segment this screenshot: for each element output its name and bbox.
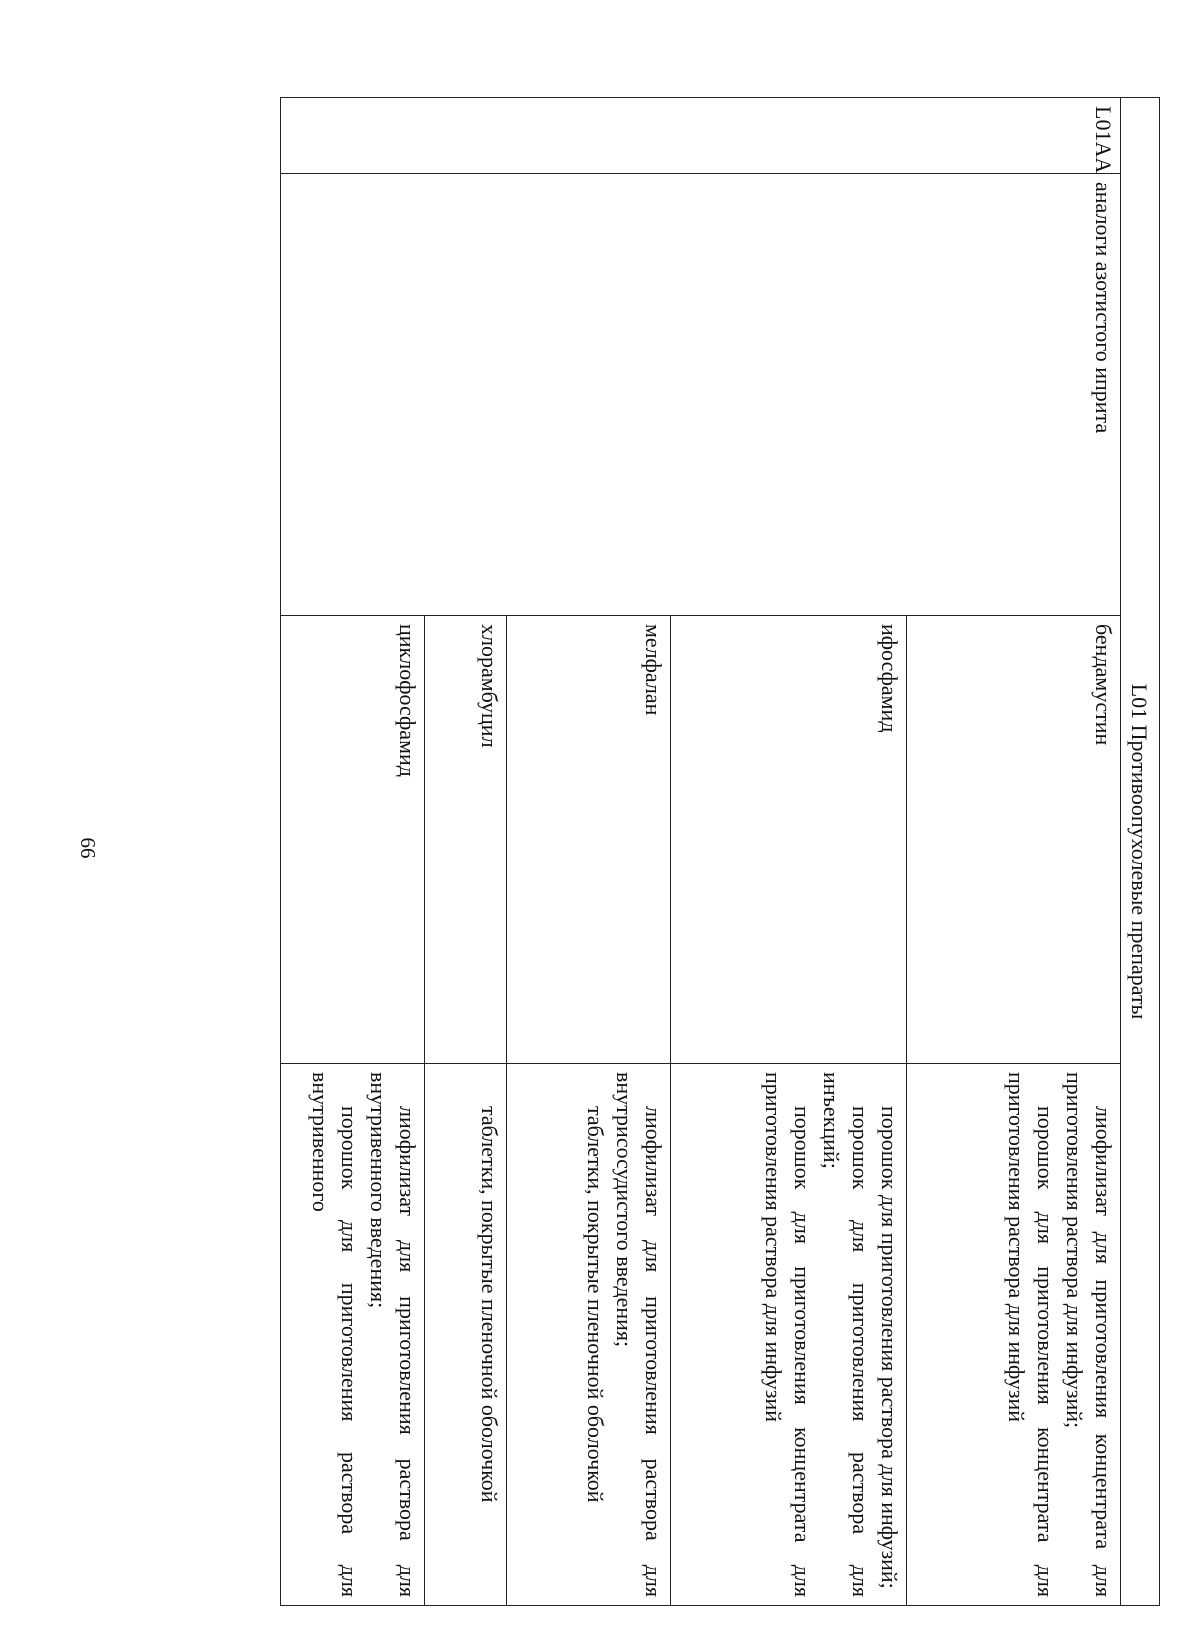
drug-name: хлорамбуцил	[425, 616, 507, 1064]
page-number: 66	[76, 837, 100, 859]
dosage-form-line: порошок для приготовления концентрата для приготовления раствора для инфузий	[1004, 1072, 1058, 1598]
drug-name: бендамустин	[907, 616, 1121, 1064]
drug-name: ифосфамид	[671, 616, 907, 1064]
dosage-form-line: порошок для приготовления раствора для инъекций;	[819, 1072, 873, 1598]
dosage-form-line: таблетки, покрытые пленочной оболочкой	[583, 1106, 608, 1503]
drug-name: циклофосфамид	[281, 616, 425, 1064]
dosage-form-line: лиофилизат для приготовления раствора для внутривенного введения;	[366, 1072, 420, 1598]
dosage-forms	[281, 1064, 425, 1606]
dosage-form-line: порошок для приготовления раствора для внутривенного	[308, 1072, 362, 1598]
dosage-form-line: лиофилизат для приготовления раствора для внутрисосудистого введения;	[612, 1072, 666, 1598]
atc-code: L01AA	[281, 98, 1121, 174]
dosage-forms	[425, 1064, 507, 1606]
dosage-form-line: таблетки, покрытые пленочной оболочкой	[477, 1106, 502, 1503]
drug-name: мелфалан	[507, 616, 671, 1064]
rotated-table-container	[120, 97, 1160, 1605]
drug-table	[280, 97, 1160, 1606]
table-row	[907, 98, 1121, 1606]
dosage-forms	[907, 1064, 1121, 1606]
section-header-row	[1121, 98, 1160, 1606]
dosage-form-line: порошок для приготовления концентрата для приготовления раствора для инфузий	[761, 1072, 815, 1598]
dosage-form-line: порошок для приготовления раствора для инфузий;	[877, 1106, 902, 1589]
section-header: L01 Противоопухолевые препараты	[1121, 98, 1160, 1606]
group-name: аналоги азотистого иприта	[281, 174, 1121, 616]
dosage-forms	[507, 1064, 671, 1606]
dosage-form-line: лиофилизат для приготовления концентрата для приготовления раствора для инфузий;	[1062, 1072, 1116, 1598]
dosage-forms	[671, 1064, 907, 1606]
